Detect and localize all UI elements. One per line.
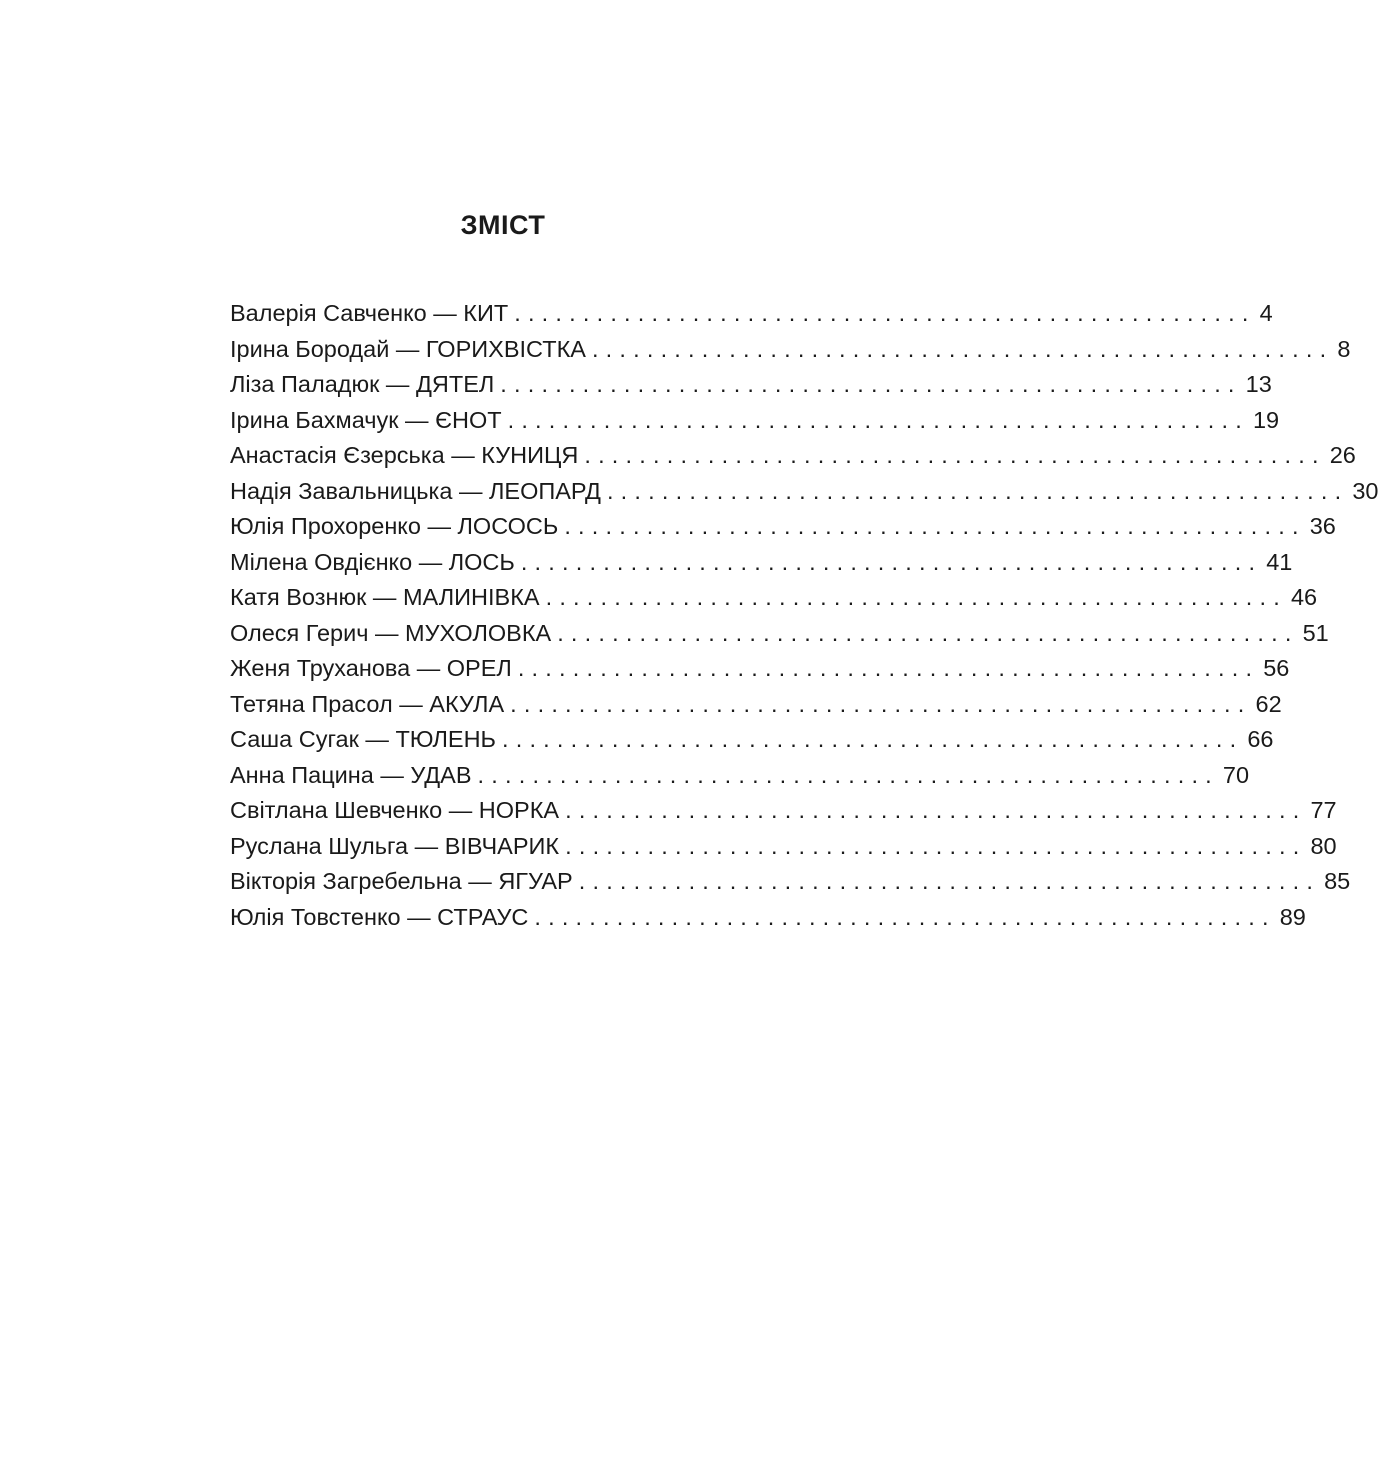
toc-entry-author: Ірина Бахмачук	[230, 406, 399, 433]
toc-dot-leader: ......................................................	[584, 442, 1326, 468]
toc-dot-leader: ......................................................	[517, 655, 1260, 681]
toc-entry-title	[230, 545, 521, 581]
toc-dot-leader: ......................................................	[564, 513, 1306, 539]
toc-dot-leader: ......................................................	[565, 832, 1307, 859]
toc-page-number: 56	[1263, 655, 1290, 681]
toc-entry-author: Анастасія Єзерська	[230, 442, 445, 468]
toc-entry-title	[230, 793, 565, 829]
toc-entry-animal: КУНИЦЯ	[481, 442, 579, 468]
toc-entry	[230, 332, 1351, 368]
toc-entry-title	[230, 367, 500, 403]
toc-entry-separator: —	[442, 797, 479, 823]
toc-title: ЗМІСТ	[460, 210, 546, 240]
toc-page-number: 77	[1310, 797, 1337, 823]
toc-entry-separator: —	[408, 832, 445, 859]
toc-entry-separator: —	[412, 548, 449, 575]
toc-entry-animal: ГОРИХВІСТКА	[425, 335, 586, 362]
toc-entry	[230, 580, 1318, 616]
toc-entry-author: Олеся Герич	[230, 619, 369, 646]
toc-entry	[230, 722, 1274, 758]
toc-entry-separator: —	[444, 442, 482, 468]
toc-entry-animal: АКУЛА	[429, 690, 505, 717]
toc-entry-animal: ОРЕЛ	[446, 655, 512, 681]
toc-page-number: 41	[1266, 548, 1293, 575]
toc-page-number: 70	[1222, 761, 1250, 788]
toc-dot-leader: ......................................................	[510, 690, 1252, 717]
toc-entry-title	[230, 296, 514, 332]
toc-entry-animal: НОРКА	[478, 797, 560, 823]
toc-entry-author: Юлія Товстенко	[230, 903, 401, 930]
toc-entry-title	[230, 651, 518, 687]
toc-page-number: 51	[1302, 619, 1329, 646]
toc-dot-leader: ......................................................	[520, 548, 1263, 575]
toc-entry	[230, 758, 1250, 794]
toc-entry	[230, 296, 1273, 332]
toc-entry-animal: СТРАУС	[437, 903, 529, 930]
toc-entry-title	[230, 332, 592, 368]
toc-entry	[230, 687, 1282, 723]
toc-entry-separator: —	[400, 903, 438, 930]
toc-dot-leader: ......................................................	[500, 371, 1242, 397]
toc-entry-separator: —	[366, 584, 403, 610]
toc-entry-author: Женя Труханова	[230, 655, 411, 681]
toc-dot-leader: ......................................................	[477, 761, 1219, 788]
toc-entry-separator: —	[426, 300, 464, 326]
toc-entry-author: Валерія Савченко	[230, 300, 427, 326]
toc-entry-author: Руслана Шульга	[230, 832, 409, 859]
toc-entry-separator: —	[358, 726, 396, 752]
toc-entry-animal: ЄНОТ	[435, 406, 502, 433]
toc-entry	[230, 900, 1306, 936]
toc-entry-animal: ТЮЛЕНЬ	[395, 726, 496, 752]
toc-entry-author: Тетяна Прасол	[230, 690, 393, 717]
toc-entry-separator: —	[368, 619, 406, 646]
toc-entry-title	[230, 829, 565, 865]
toc-page-number: 66	[1247, 726, 1274, 752]
toc-entry-animal: ЯГУАР	[498, 868, 573, 894]
toc-entry-separator: —	[410, 655, 447, 681]
toc-entry-author: Катя Вознюк	[230, 584, 367, 610]
toc-entry-animal: ДЯТЕЛ	[415, 371, 495, 397]
toc-page-number: 89	[1279, 903, 1306, 930]
toc-entry	[230, 367, 1272, 403]
toc-entry-author: Надія Завальницька	[230, 477, 453, 504]
toc-entry	[230, 864, 1351, 900]
toc-entry-author: Вікторія Загребельна	[230, 868, 462, 894]
toc-page-number: 13	[1245, 371, 1272, 397]
toc-entry-separator: —	[392, 690, 430, 717]
toc-entry-author: Ірина Бородай	[230, 335, 390, 362]
toc-entry-title	[230, 509, 564, 545]
toc-entry-animal: ЛОСОСЬ	[457, 513, 559, 539]
toc-entry-separator: —	[461, 868, 499, 894]
toc-dot-leader: ......................................................	[565, 797, 1307, 823]
toc-entry-animal: ЛОСЬ	[448, 548, 515, 575]
toc-entry-animal: КИТ	[463, 300, 509, 326]
toc-dot-leader: ......................................................	[557, 619, 1299, 646]
toc-entry-animal: ВІВЧАРИК	[444, 832, 560, 859]
toc-entry-separator: —	[379, 371, 416, 397]
toc-entry	[230, 651, 1290, 687]
toc-page-number: 85	[1324, 868, 1351, 894]
toc-entry	[230, 793, 1337, 829]
toc-dot-leader: ......................................................	[534, 903, 1276, 930]
toc-entry	[230, 829, 1337, 865]
toc-entry-title	[230, 722, 502, 758]
toc-entry-author: Юлія Прохоренко	[230, 513, 421, 539]
toc-entry-title	[230, 900, 534, 936]
toc-dot-leader: ......................................................	[606, 477, 1349, 504]
toc-dot-leader: ......................................................	[578, 868, 1321, 894]
toc-entry-animal: УДАВ	[410, 761, 472, 788]
toc-dot-leader: ......................................................	[507, 406, 1249, 433]
toc-entry-separator: —	[398, 406, 436, 433]
toc-entry-author: Мілена Овдієнко	[230, 548, 413, 575]
toc-page-number: 46	[1290, 584, 1318, 610]
toc-entry-animal: МУХОЛОВКА	[405, 619, 552, 646]
toc-entry-separator: —	[373, 761, 411, 788]
toc-entry	[230, 545, 1293, 581]
toc-entry	[230, 438, 1356, 474]
toc-page-number: 80	[1310, 832, 1337, 859]
toc-page-number: 26	[1329, 442, 1356, 468]
toc-entry	[230, 403, 1280, 439]
toc-dot-leader: ......................................................	[591, 335, 1334, 362]
toc-entry-separator: —	[452, 477, 489, 504]
toc-page-number: 30	[1352, 477, 1378, 504]
toc-entry-animal: МАЛИНІВКА	[402, 584, 540, 610]
toc-entry-title	[230, 687, 510, 723]
toc-entry-title	[230, 474, 607, 510]
toc-page-number: 8	[1337, 335, 1351, 362]
toc-entry-title	[230, 864, 579, 900]
toc-page-number: 19	[1252, 406, 1280, 433]
toc-entry	[230, 474, 1378, 510]
table-of-contents	[230, 296, 1378, 935]
toc-entry-author: Анна Пацина	[230, 761, 374, 788]
toc-entry-separator: —	[420, 513, 458, 539]
toc-entry	[230, 616, 1329, 652]
toc-dot-leader: ......................................................	[501, 726, 1244, 752]
toc-entry-title	[230, 758, 478, 794]
toc-entry-animal: ЛЕОПАРД	[488, 477, 601, 504]
toc-entry-title	[230, 403, 508, 439]
toc-dot-leader: ......................................................	[514, 300, 1256, 326]
toc-entry-author: Ліза Паладюк	[230, 371, 380, 397]
toc-entry-author: Саша Сугак	[230, 726, 359, 752]
toc-entry-title	[230, 616, 557, 652]
toc-entry-separator: —	[389, 335, 426, 362]
toc-page-number: 4	[1259, 300, 1273, 326]
toc-dot-leader: ......................................................	[545, 584, 1287, 610]
toc-entry-author: Світлана Шевченко	[230, 797, 443, 823]
toc-entry-title	[230, 580, 546, 616]
toc-page-number: 62	[1255, 690, 1282, 717]
toc-entry	[230, 509, 1336, 545]
toc-entry-title	[230, 438, 584, 474]
toc-page-number: 36	[1309, 513, 1336, 539]
